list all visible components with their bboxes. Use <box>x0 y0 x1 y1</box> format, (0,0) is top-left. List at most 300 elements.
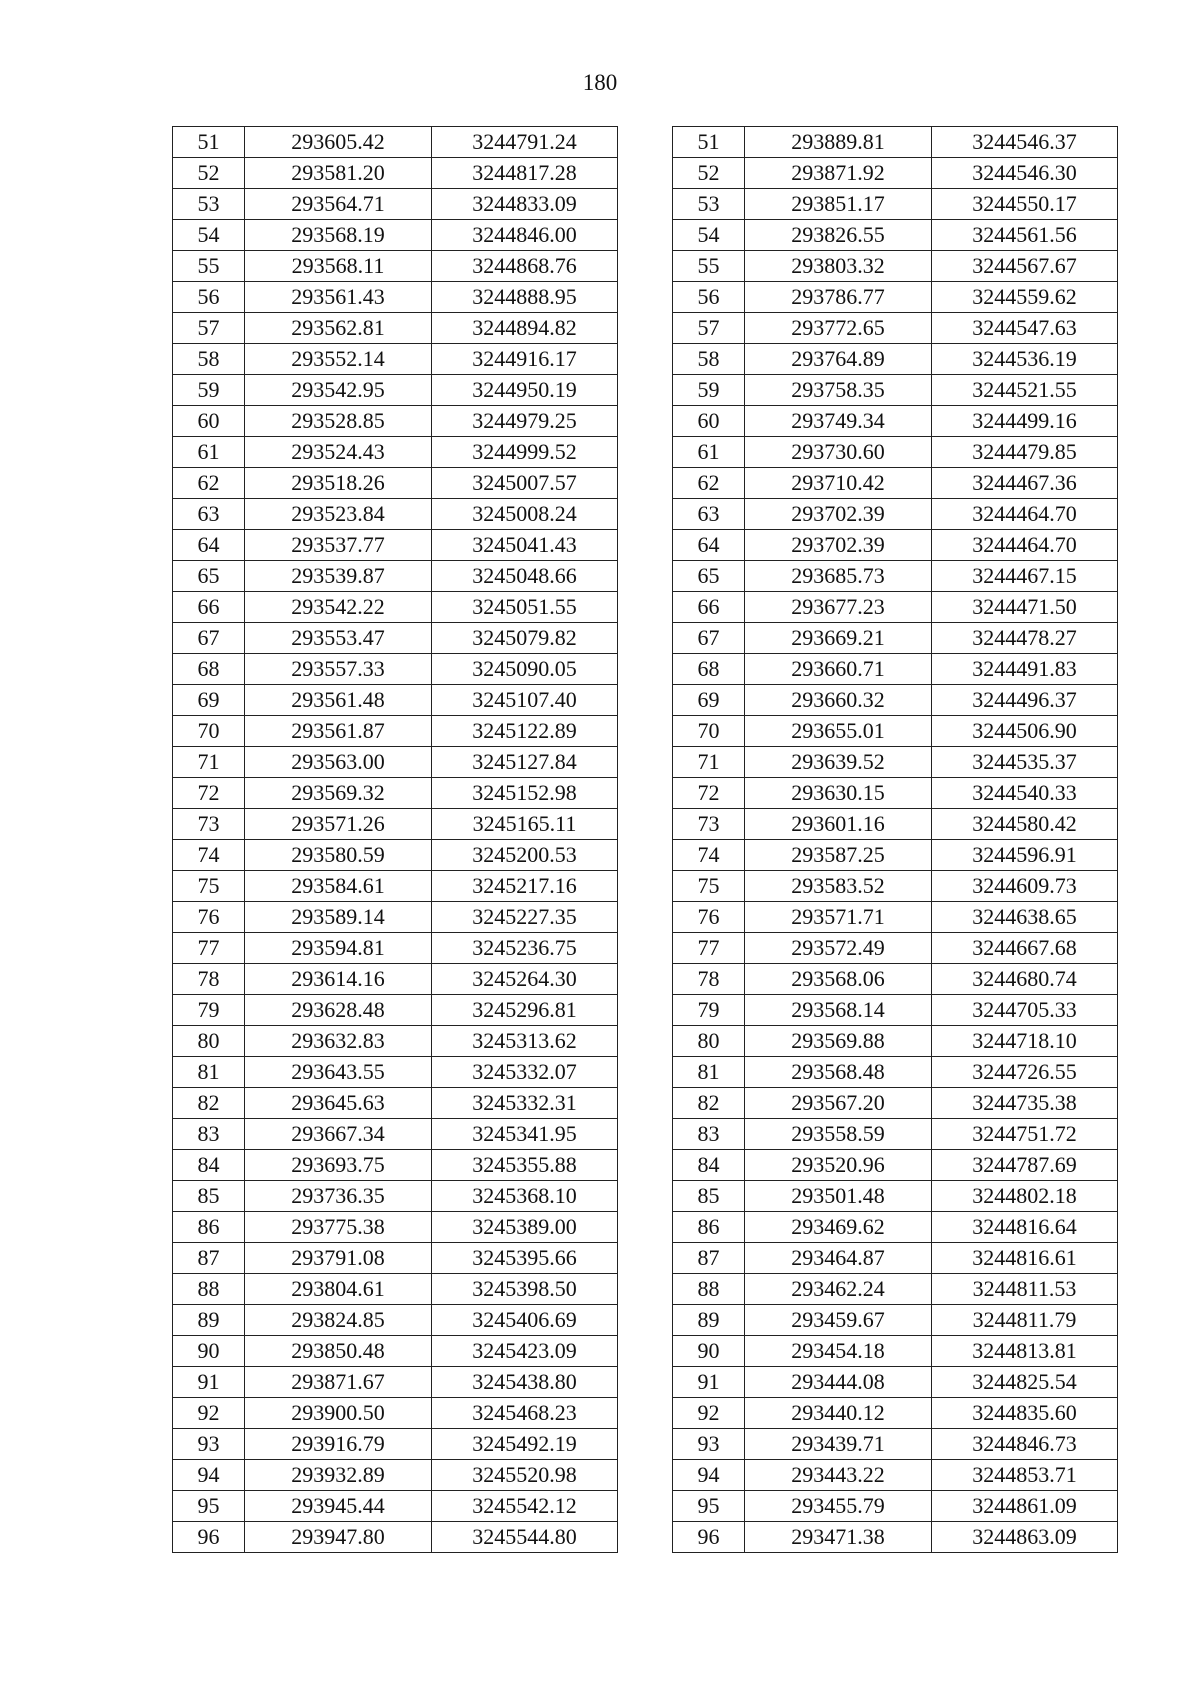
table-row <box>173 189 618 220</box>
point-number-cell: 65 <box>673 561 745 592</box>
point-number-cell: 86 <box>673 1212 745 1243</box>
x-coordinate-cell: 293587.25 <box>745 840 932 871</box>
x-coordinate-cell: 293772.65 <box>745 313 932 344</box>
table-row <box>173 809 618 840</box>
point-number-cell: 68 <box>173 654 245 685</box>
table-row <box>173 127 618 158</box>
x-coordinate-cell: 293581.20 <box>245 158 432 189</box>
point-number-cell: 80 <box>673 1026 745 1057</box>
point-number-cell: 52 <box>173 158 245 189</box>
point-number-cell: 65 <box>173 561 245 592</box>
table-row <box>173 1491 618 1522</box>
y-coordinate-cell: 3244499.16 <box>932 406 1118 437</box>
x-coordinate-cell: 293439.71 <box>745 1429 932 1460</box>
table-row <box>673 685 1118 716</box>
table-row <box>673 623 1118 654</box>
table-row <box>673 1119 1118 1150</box>
y-coordinate-cell: 3244726.55 <box>932 1057 1118 1088</box>
x-coordinate-cell: 293557.33 <box>245 654 432 685</box>
y-coordinate-cell: 3244547.63 <box>932 313 1118 344</box>
y-coordinate-cell: 3244496.37 <box>932 685 1118 716</box>
x-coordinate-cell: 293645.63 <box>245 1088 432 1119</box>
point-number-cell: 57 <box>673 313 745 344</box>
point-number-cell: 69 <box>673 685 745 716</box>
table-row <box>173 1212 618 1243</box>
x-coordinate-cell: 293443.22 <box>745 1460 932 1491</box>
x-coordinate-cell: 293462.24 <box>745 1274 932 1305</box>
table-row <box>673 778 1118 809</box>
table-row <box>673 1274 1118 1305</box>
x-coordinate-cell: 293900.50 <box>245 1398 432 1429</box>
y-coordinate-cell: 3245041.43 <box>432 530 618 561</box>
point-number-cell: 81 <box>673 1057 745 1088</box>
x-coordinate-cell: 293660.71 <box>745 654 932 685</box>
table-row <box>173 1460 618 1491</box>
y-coordinate-cell: 3245079.82 <box>432 623 618 654</box>
x-coordinate-cell: 293655.01 <box>745 716 932 747</box>
y-coordinate-cell: 3245122.89 <box>432 716 618 747</box>
table-row <box>173 375 618 406</box>
point-number-cell: 82 <box>173 1088 245 1119</box>
x-coordinate-cell: 293786.77 <box>745 282 932 313</box>
x-coordinate-cell: 293685.73 <box>745 561 932 592</box>
point-number-cell: 76 <box>673 902 745 933</box>
point-number-cell: 56 <box>173 282 245 313</box>
table-row <box>673 964 1118 995</box>
y-coordinate-cell: 3245389.00 <box>432 1212 618 1243</box>
point-number-cell: 60 <box>673 406 745 437</box>
point-number-cell: 54 <box>673 220 745 251</box>
table-row <box>173 716 618 747</box>
table-row <box>673 1336 1118 1367</box>
x-coordinate-cell: 293539.87 <box>245 561 432 592</box>
x-coordinate-cell: 293469.62 <box>745 1212 932 1243</box>
point-number-cell: 52 <box>673 158 745 189</box>
point-number-cell: 90 <box>173 1336 245 1367</box>
y-coordinate-cell: 3244567.67 <box>932 251 1118 282</box>
x-coordinate-cell: 293824.85 <box>245 1305 432 1336</box>
table-row <box>173 933 618 964</box>
point-number-cell: 88 <box>173 1274 245 1305</box>
x-coordinate-cell: 293804.61 <box>245 1274 432 1305</box>
x-coordinate-cell: 293826.55 <box>745 220 932 251</box>
y-coordinate-cell: 3245492.19 <box>432 1429 618 1460</box>
table-row <box>673 995 1118 1026</box>
y-coordinate-cell: 3244861.09 <box>932 1491 1118 1522</box>
table-row <box>673 902 1118 933</box>
y-coordinate-cell: 3244894.82 <box>432 313 618 344</box>
point-number-cell: 78 <box>673 964 745 995</box>
x-coordinate-cell: 293464.87 <box>745 1243 932 1274</box>
x-coordinate-cell: 293871.67 <box>245 1367 432 1398</box>
table-row <box>673 158 1118 189</box>
x-coordinate-cell: 293791.08 <box>245 1243 432 1274</box>
point-number-cell: 79 <box>673 995 745 1026</box>
y-coordinate-cell: 3244802.18 <box>932 1181 1118 1212</box>
y-coordinate-cell: 3244868.76 <box>432 251 618 282</box>
point-number-cell: 88 <box>673 1274 745 1305</box>
table-row <box>673 1522 1118 1553</box>
table-row <box>673 375 1118 406</box>
x-coordinate-cell: 293444.08 <box>745 1367 932 1398</box>
y-coordinate-cell: 3245051.55 <box>432 592 618 623</box>
x-coordinate-cell: 293542.95 <box>245 375 432 406</box>
point-number-cell: 84 <box>673 1150 745 1181</box>
y-coordinate-cell: 3244791.24 <box>432 127 618 158</box>
page-number: 180 <box>582 70 618 95</box>
point-number-cell: 53 <box>173 189 245 220</box>
point-number-cell: 96 <box>673 1522 745 1553</box>
table-row <box>673 1460 1118 1491</box>
point-number-cell: 91 <box>673 1367 745 1398</box>
y-coordinate-cell: 3245544.80 <box>432 1522 618 1553</box>
table-row <box>673 468 1118 499</box>
y-coordinate-cell: 3245468.23 <box>432 1398 618 1429</box>
point-number-cell: 95 <box>173 1491 245 1522</box>
point-number-cell: 55 <box>173 251 245 282</box>
point-number-cell: 95 <box>673 1491 745 1522</box>
point-number-cell: 75 <box>173 871 245 902</box>
point-number-cell: 84 <box>173 1150 245 1181</box>
point-number-cell: 55 <box>673 251 745 282</box>
y-coordinate-cell: 3245423.09 <box>432 1336 618 1367</box>
table-row <box>673 1429 1118 1460</box>
x-coordinate-cell: 293594.81 <box>245 933 432 964</box>
y-coordinate-cell: 3245332.31 <box>432 1088 618 1119</box>
y-coordinate-cell: 3244479.85 <box>932 437 1118 468</box>
table-row <box>173 1119 618 1150</box>
y-coordinate-cell: 3244535.37 <box>932 747 1118 778</box>
point-number-cell: 64 <box>673 530 745 561</box>
point-number-cell: 91 <box>173 1367 245 1398</box>
y-coordinate-cell: 3244979.25 <box>432 406 618 437</box>
x-coordinate-cell: 293440.12 <box>745 1398 932 1429</box>
x-coordinate-cell: 293501.48 <box>745 1181 932 1212</box>
table-row <box>673 592 1118 623</box>
table-row <box>673 251 1118 282</box>
point-number-cell: 56 <box>673 282 745 313</box>
y-coordinate-cell: 3245227.35 <box>432 902 618 933</box>
y-coordinate-cell: 3245007.57 <box>432 468 618 499</box>
point-number-cell: 63 <box>173 499 245 530</box>
point-number-cell: 57 <box>173 313 245 344</box>
point-number-cell: 67 <box>673 623 745 654</box>
y-coordinate-cell: 3245341.95 <box>432 1119 618 1150</box>
table-row <box>173 220 618 251</box>
y-coordinate-cell: 3244467.15 <box>932 561 1118 592</box>
y-coordinate-cell: 3244811.79 <box>932 1305 1118 1336</box>
y-coordinate-cell: 3245008.24 <box>432 499 618 530</box>
point-number-cell: 96 <box>173 1522 245 1553</box>
table-row <box>173 747 618 778</box>
table-row <box>673 561 1118 592</box>
y-coordinate-cell: 3245313.62 <box>432 1026 618 1057</box>
x-coordinate-cell: 293567.20 <box>745 1088 932 1119</box>
y-coordinate-cell: 3244811.53 <box>932 1274 1118 1305</box>
x-coordinate-cell: 293524.43 <box>245 437 432 468</box>
table-row <box>173 344 618 375</box>
y-coordinate-cell: 3244596.91 <box>932 840 1118 871</box>
table-row <box>173 995 618 1026</box>
x-coordinate-cell: 293643.55 <box>245 1057 432 1088</box>
point-number-cell: 86 <box>173 1212 245 1243</box>
x-coordinate-cell: 293932.89 <box>245 1460 432 1491</box>
y-coordinate-cell: 3244735.38 <box>932 1088 1118 1119</box>
point-number-cell: 93 <box>673 1429 745 1460</box>
y-coordinate-cell: 3244950.19 <box>432 375 618 406</box>
point-number-cell: 74 <box>173 840 245 871</box>
x-coordinate-cell: 293568.06 <box>745 964 932 995</box>
table-row <box>173 964 618 995</box>
point-number-cell: 60 <box>173 406 245 437</box>
x-coordinate-cell: 293628.48 <box>245 995 432 1026</box>
y-coordinate-cell: 3244825.54 <box>932 1367 1118 1398</box>
x-coordinate-cell: 293542.22 <box>245 592 432 623</box>
x-coordinate-cell: 293571.26 <box>245 809 432 840</box>
x-coordinate-cell: 293749.34 <box>745 406 932 437</box>
y-coordinate-cell: 3244546.37 <box>932 127 1118 158</box>
x-coordinate-cell: 293803.32 <box>745 251 932 282</box>
point-number-cell: 75 <box>673 871 745 902</box>
y-coordinate-cell: 3244853.71 <box>932 1460 1118 1491</box>
x-coordinate-cell: 293528.85 <box>245 406 432 437</box>
table-row <box>173 654 618 685</box>
x-coordinate-cell: 293947.80 <box>245 1522 432 1553</box>
point-number-cell: 72 <box>173 778 245 809</box>
x-coordinate-cell: 293569.88 <box>745 1026 932 1057</box>
y-coordinate-cell: 3245090.05 <box>432 654 618 685</box>
x-coordinate-cell: 293601.16 <box>745 809 932 840</box>
y-coordinate-cell: 3245264.30 <box>432 964 618 995</box>
table-row <box>173 1367 618 1398</box>
y-coordinate-cell: 3244540.33 <box>932 778 1118 809</box>
table-row <box>173 1522 618 1553</box>
x-coordinate-cell: 293630.15 <box>745 778 932 809</box>
y-coordinate-cell: 3244846.00 <box>432 220 618 251</box>
table-row <box>673 313 1118 344</box>
table-row <box>173 158 618 189</box>
x-coordinate-cell: 293584.61 <box>245 871 432 902</box>
table-row <box>673 1026 1118 1057</box>
table-row <box>673 1150 1118 1181</box>
point-number-cell: 83 <box>173 1119 245 1150</box>
point-number-cell: 72 <box>673 778 745 809</box>
point-number-cell: 77 <box>673 933 745 964</box>
y-coordinate-cell: 3244813.81 <box>932 1336 1118 1367</box>
table-row <box>673 654 1118 685</box>
x-coordinate-cell: 293916.79 <box>245 1429 432 1460</box>
x-coordinate-cell: 293561.87 <box>245 716 432 747</box>
y-coordinate-cell: 3244478.27 <box>932 623 1118 654</box>
table-row <box>173 871 618 902</box>
y-coordinate-cell: 3244580.42 <box>932 809 1118 840</box>
y-coordinate-cell: 3245107.40 <box>432 685 618 716</box>
x-coordinate-cell: 293580.59 <box>245 840 432 871</box>
point-number-cell: 90 <box>673 1336 745 1367</box>
point-number-cell: 51 <box>673 127 745 158</box>
table-row <box>173 1088 618 1119</box>
point-number-cell: 85 <box>173 1181 245 1212</box>
point-number-cell: 68 <box>673 654 745 685</box>
y-coordinate-cell: 3244816.64 <box>932 1212 1118 1243</box>
table-row <box>673 1367 1118 1398</box>
y-coordinate-cell: 3244718.10 <box>932 1026 1118 1057</box>
point-number-cell: 63 <box>673 499 745 530</box>
y-coordinate-cell: 3244536.19 <box>932 344 1118 375</box>
point-number-cell: 71 <box>673 747 745 778</box>
x-coordinate-cell: 293558.59 <box>745 1119 932 1150</box>
table-row <box>173 499 618 530</box>
y-coordinate-cell: 3244680.74 <box>932 964 1118 995</box>
y-coordinate-cell: 3244546.30 <box>932 158 1118 189</box>
point-number-cell: 61 <box>173 437 245 468</box>
table-row <box>173 282 618 313</box>
x-coordinate-cell: 293667.34 <box>245 1119 432 1150</box>
y-coordinate-cell: 3245395.66 <box>432 1243 618 1274</box>
y-coordinate-cell: 3245217.16 <box>432 871 618 902</box>
table-row <box>173 1336 618 1367</box>
point-number-cell: 51 <box>173 127 245 158</box>
y-coordinate-cell: 3244667.68 <box>932 933 1118 964</box>
point-number-cell: 54 <box>173 220 245 251</box>
y-coordinate-cell: 3245296.81 <box>432 995 618 1026</box>
point-number-cell: 61 <box>673 437 745 468</box>
point-number-cell: 62 <box>173 468 245 499</box>
table-row <box>173 778 618 809</box>
table-row <box>673 871 1118 902</box>
y-coordinate-cell: 3245048.66 <box>432 561 618 592</box>
point-number-cell: 80 <box>173 1026 245 1057</box>
point-number-cell: 70 <box>173 716 245 747</box>
x-coordinate-cell: 293605.42 <box>245 127 432 158</box>
y-coordinate-cell: 3245165.11 <box>432 809 618 840</box>
point-number-cell: 79 <box>173 995 245 1026</box>
y-coordinate-cell: 3244491.83 <box>932 654 1118 685</box>
table-row <box>173 902 618 933</box>
table-row <box>673 1212 1118 1243</box>
point-number-cell: 77 <box>173 933 245 964</box>
y-coordinate-cell: 3244550.17 <box>932 189 1118 220</box>
y-coordinate-cell: 3244561.56 <box>932 220 1118 251</box>
x-coordinate-cell: 293471.38 <box>745 1522 932 1553</box>
x-coordinate-cell: 293568.19 <box>245 220 432 251</box>
x-coordinate-cell: 293568.48 <box>745 1057 932 1088</box>
table-row <box>673 220 1118 251</box>
point-number-cell: 62 <box>673 468 745 499</box>
x-coordinate-cell: 293520.96 <box>745 1150 932 1181</box>
table-row <box>673 406 1118 437</box>
table-row <box>673 127 1118 158</box>
table-row <box>173 1243 618 1274</box>
table-row <box>673 344 1118 375</box>
y-coordinate-cell: 3244559.62 <box>932 282 1118 313</box>
y-coordinate-cell: 3244506.90 <box>932 716 1118 747</box>
table-row <box>673 809 1118 840</box>
y-coordinate-cell: 3244705.33 <box>932 995 1118 1026</box>
y-coordinate-cell: 3244999.52 <box>432 437 618 468</box>
x-coordinate-cell: 293775.38 <box>245 1212 432 1243</box>
y-coordinate-cell: 3244817.28 <box>432 158 618 189</box>
point-number-cell: 73 <box>673 809 745 840</box>
point-number-cell: 87 <box>673 1243 745 1274</box>
table-row <box>173 1150 618 1181</box>
point-number-cell: 74 <box>673 840 745 871</box>
y-coordinate-cell: 3244521.55 <box>932 375 1118 406</box>
point-number-cell: 94 <box>173 1460 245 1491</box>
point-number-cell: 59 <box>673 375 745 406</box>
y-coordinate-cell: 3244888.95 <box>432 282 618 313</box>
table-row <box>673 1243 1118 1274</box>
point-number-cell: 76 <box>173 902 245 933</box>
x-coordinate-cell: 293669.21 <box>745 623 932 654</box>
table-row <box>173 406 618 437</box>
table-row <box>173 1026 618 1057</box>
y-coordinate-cell: 3244638.65 <box>932 902 1118 933</box>
x-coordinate-cell: 293459.67 <box>745 1305 932 1336</box>
point-number-cell: 58 <box>173 344 245 375</box>
x-coordinate-cell: 293564.71 <box>245 189 432 220</box>
x-coordinate-cell: 293660.32 <box>745 685 932 716</box>
x-coordinate-cell: 293553.47 <box>245 623 432 654</box>
point-number-cell: 64 <box>173 530 245 561</box>
y-coordinate-cell: 3244863.09 <box>932 1522 1118 1553</box>
table-body <box>173 127 618 1553</box>
point-number-cell: 83 <box>673 1119 745 1150</box>
table-row <box>673 1057 1118 1088</box>
y-coordinate-cell: 3244816.61 <box>932 1243 1118 1274</box>
table-row <box>173 1181 618 1212</box>
point-number-cell: 71 <box>173 747 245 778</box>
y-coordinate-cell: 3244609.73 <box>932 871 1118 902</box>
x-coordinate-cell: 293454.18 <box>745 1336 932 1367</box>
y-coordinate-cell: 3244464.70 <box>932 530 1118 561</box>
y-coordinate-cell: 3244916.17 <box>432 344 618 375</box>
y-coordinate-cell: 3244787.69 <box>932 1150 1118 1181</box>
x-coordinate-cell: 293736.35 <box>245 1181 432 1212</box>
y-coordinate-cell: 3245542.12 <box>432 1491 618 1522</box>
table-row <box>173 840 618 871</box>
y-coordinate-cell: 3244467.36 <box>932 468 1118 499</box>
x-coordinate-cell: 293614.16 <box>245 964 432 995</box>
table-row <box>673 530 1118 561</box>
point-number-cell: 92 <box>173 1398 245 1429</box>
table-row <box>673 282 1118 313</box>
point-number-cell: 53 <box>673 189 745 220</box>
table-row <box>173 530 618 561</box>
x-coordinate-cell: 293945.44 <box>245 1491 432 1522</box>
table-row <box>673 1305 1118 1336</box>
x-coordinate-cell: 293455.79 <box>745 1491 932 1522</box>
x-coordinate-cell: 293889.81 <box>745 127 932 158</box>
x-coordinate-cell: 293568.14 <box>745 995 932 1026</box>
point-number-cell: 73 <box>173 809 245 840</box>
table-row <box>673 840 1118 871</box>
table-row <box>673 1398 1118 1429</box>
x-coordinate-cell: 293563.00 <box>245 747 432 778</box>
table-row <box>673 1088 1118 1119</box>
table-row <box>173 561 618 592</box>
y-coordinate-cell: 3245236.75 <box>432 933 618 964</box>
x-coordinate-cell: 293851.17 <box>745 189 932 220</box>
table-row <box>173 313 618 344</box>
point-number-cell: 94 <box>673 1460 745 1491</box>
table-row <box>673 189 1118 220</box>
x-coordinate-cell: 293850.48 <box>245 1336 432 1367</box>
x-coordinate-cell: 293568.11 <box>245 251 432 282</box>
table-body <box>673 127 1118 1553</box>
x-coordinate-cell: 293871.92 <box>745 158 932 189</box>
table-row <box>173 1398 618 1429</box>
